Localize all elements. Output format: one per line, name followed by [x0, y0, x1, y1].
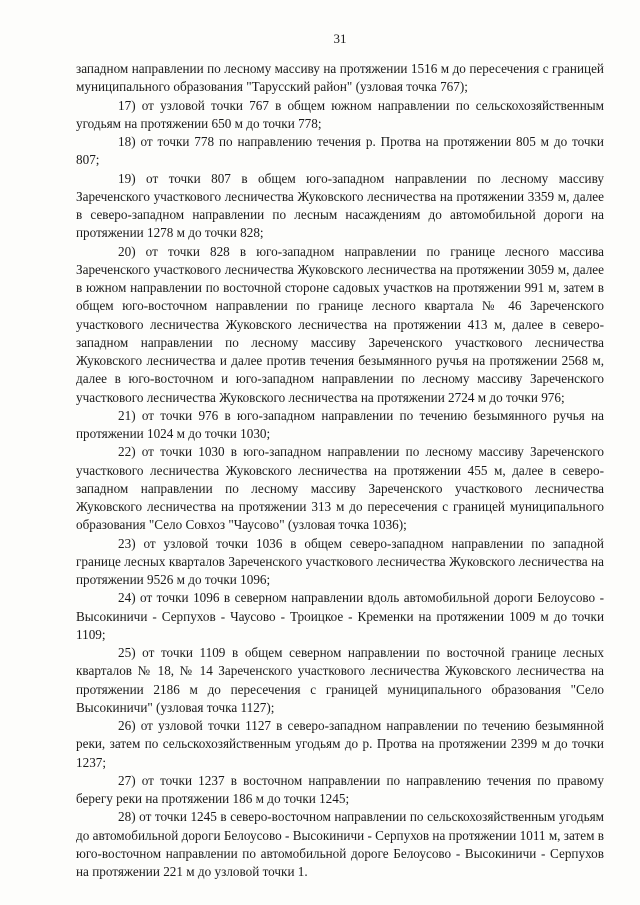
- paragraph-continuation: западном направлении по лесному массиву на протяжении 1516 м до пересечения с границей муниципального образования "Тарусский район" (узловая точка 767);: [76, 61, 604, 95]
- paragraph-item-20: 20) от точки 828 в юго-западном направлении по границе лесного массива Зареченского участкового лесничества Жуковского лесничества на протяжении 3059 м, далее в южном направлении по восточной стороне садовых участков на протяжении 991 м, затем в общем юго-восточном направлении по границе лесного квартала № 46 Зареченского участкового лесничества Жуковского лесничества на протяжении 413 м, далее в северо-западном направлении по лесному массиву Зареченского участкового лесничества Жуковского лесничества и далее против течения безымянного ручья на протяжении 2568 м, далее в юго-восточном и юго-западном направлении по лесному массиву Зареченского участкового лесничества Жуковского лесничества на протяжении 2724 м до точки 976;: [76, 243, 604, 405]
- paragraph-item-22: 22) от точки 1030 в юго-западном направлении по лесному массиву Зареченского участкового лесничества Жуковского лесничества на протяжении 455 м, далее в северо-западном направлении по лесному массиву Зареченского участкового лесничества Жуковского лесничества на протяжении 313 м до пересечения с границей муниципального образования "Село Совхоз "Чаусово" (узловая точка 1036);: [76, 444, 604, 533]
- page-number: 31: [333, 31, 347, 46]
- paragraph-item-21: 21) от точки 976 в юго-западном направлении по течению безымянного ручья на протяжении 1024 м до точки 1030;: [76, 407, 604, 441]
- paragraph-item-18: 18) от точки 778 по направлению течения р. Протва на протяжении 805 м до точки 807;: [76, 134, 604, 168]
- paragraph-item-25: 25) от точки 1109 в общем северном направлении по восточной границе лесных кварталов № 18, № 14 Зареченского участкового лесничества Жуковского лесничества на протяжении 2186 м до пересечения с границей муниципального образования "Село Высокиничи" (узловая точка 1127);: [76, 645, 604, 715]
- paragraph-item-28: 28) от точки 1245 в северо-восточном направлении по сельскохозяйственным угодьям до автомобильной дороги Белоусово - Высокиничи - Серпухов на протяжении 1011 м, затем в юго-восточном направлении по автомобильной дороге Белоусово - Высокиничи - Серпухов на протяжении 221 м до узловой точки 1.: [76, 809, 604, 879]
- paragraph-item-17: 17) от узловой точки 767 в общем южном направлении по сельскохозяйственным угодьям на протяжении 650 м до точки 778;: [76, 97, 604, 131]
- paragraph-item-19: 19) от точки 807 в общем юго-западном направлении по лесному массиву Зареченского участкового лесничества Жуковского лесничества на протяжении 3359 м, далее в северо-западном направлении по лесным насаждениям до автомобильной дороги на протяжении 1278 м до точки 828;: [76, 170, 604, 241]
- paragraph-item-27: 27) от точки 1237 в восточном направлении по направлению течения по правому берегу реки на протяжении 186 м до точки 1245;: [76, 772, 604, 806]
- paragraph-item-23: 23) от узловой точки 1036 в общем северо-западном направлении по западной границе лесных кварталов Зареченского участкового лесничества Жуковского лесничества на протяжении 9526 м до точки 1096;: [76, 535, 604, 587]
- paragraph-item-24: 24) от точки 1096 в северном направлении вдоль автомобильной дороги Белоусово - Высокиничи - Серпухов - Чаусово - Троицкое - Кременки на протяжении 1009 м до точки 1109;: [76, 590, 604, 642]
- paragraph-item-26: 26) от узловой точки 1127 в северо-западном направлении по течению безымянной реки, затем по сельскохозяйственным угодьям до р. Протва на протяжении 2399 м до точки 1237;: [76, 718, 604, 770]
